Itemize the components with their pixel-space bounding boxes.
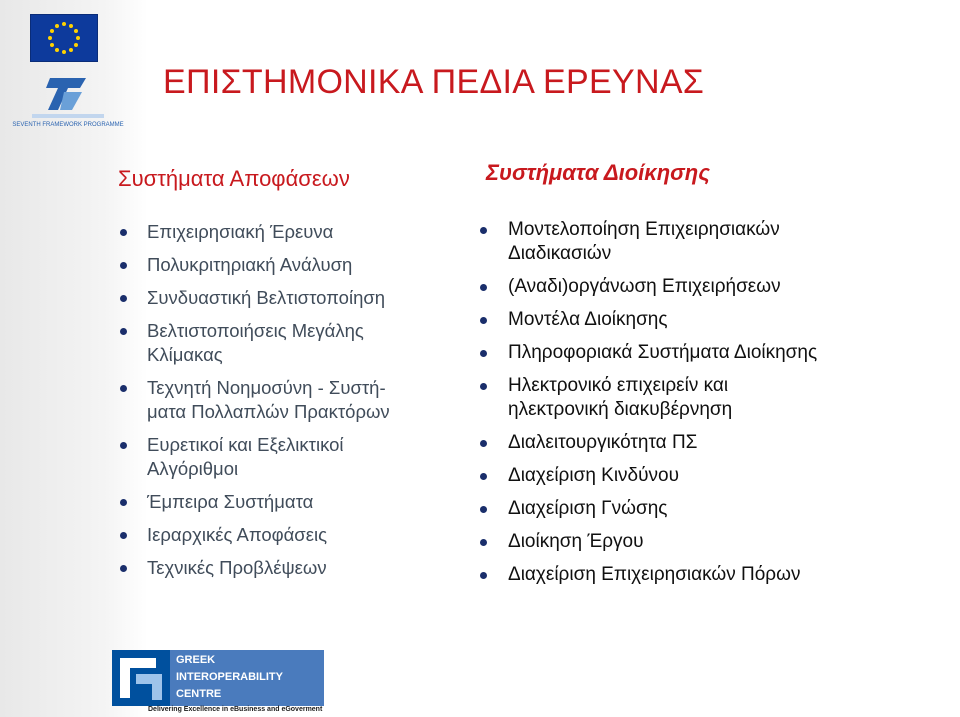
list-item <box>474 431 924 455</box>
list-item <box>118 490 468 514</box>
list-item-text: Τεχνικές Προβλέψεων <box>147 557 327 578</box>
list-item-text: Διαλειτουργικότητα ΠΣ <box>508 432 698 453</box>
list-item-text: Πολυκριτηριακή Ανάλυση <box>147 254 353 275</box>
list-item-text: Τεχνητή Νοημοσύνη - Συστή- <box>147 377 386 398</box>
gic-line: INTEROPERABILITY <box>176 671 283 683</box>
greek-interoperability-centre-logo <box>112 648 324 717</box>
list-item-text: (Αναδι)οργάνωση Επιχειρήσεων <box>508 276 781 297</box>
list-item-text: Ευρετικοί και Εξελικτικοί <box>147 434 344 455</box>
bullet-icon <box>120 565 127 572</box>
eu-flag-logo <box>30 14 98 62</box>
bullet-icon <box>480 539 487 546</box>
list-item-text: Ιεραρχικές Αποφάσεις <box>147 524 327 545</box>
page-title: ΕΠΙΣΤΗΜΟΝΙΚΑ ΠΕΔΙΑ ΕΡΕΥΝΑΣ <box>163 63 705 101</box>
bullet-icon <box>480 227 487 234</box>
gic-mark-icon <box>112 650 170 706</box>
list-item-text: Μοντελοποίηση Επιχειρησιακών <box>508 219 780 240</box>
list-item <box>118 523 468 547</box>
bullet-icon <box>480 572 487 579</box>
list-item-text: Επιχειρησιακή Έρευνα <box>147 221 334 242</box>
bullet-icon <box>480 350 487 357</box>
list-item <box>118 220 468 244</box>
list-item-text: Διαχείριση Κινδύνου <box>508 465 679 486</box>
list-item-text: Έμπειρα Συστήματα <box>147 491 314 512</box>
bullet-icon <box>480 506 487 513</box>
bullet-icon <box>480 473 487 480</box>
decision-systems-list <box>118 220 468 580</box>
list-item-text: Αλγόριθμοι <box>147 458 239 479</box>
bullet-icon <box>120 385 127 392</box>
list-item <box>474 218 924 266</box>
bullet-icon <box>120 328 127 335</box>
bullet-icon <box>120 229 127 236</box>
list-item-text: Διαχείριση Γνώσης <box>508 498 668 519</box>
list-item <box>118 253 468 277</box>
list-item <box>474 275 924 299</box>
list-item-text: Ηλεκτρονικό επιχειρείν και <box>508 375 729 396</box>
list-item <box>474 374 924 422</box>
bullet-icon <box>480 440 487 447</box>
gic-line: GREEK <box>176 654 216 666</box>
bullet-icon <box>480 284 487 291</box>
bullet-icon <box>120 442 127 449</box>
list-item-text: Συνδυαστική Βελτιστοποίηση <box>147 287 386 308</box>
management-systems-heading: Συστήματα Διοίκησης <box>486 160 710 185</box>
list-item <box>474 530 924 554</box>
list-item-text: Διαδικασιών <box>508 243 612 264</box>
list-item <box>474 308 924 332</box>
fp7-caption: SEVENTH FRAMEWORK PROGRAMME <box>12 122 124 128</box>
list-item-text: Διαχείριση Επιχειρησιακών Πόρων <box>508 564 801 585</box>
list-item-text: ηλεκτρονική διακυβέρνηση <box>508 399 733 420</box>
gic-name <box>170 650 324 706</box>
list-item <box>474 464 924 488</box>
list-item-text: Πληροφοριακά Συστήματα Διοίκησης <box>508 342 818 363</box>
list-item <box>474 563 924 587</box>
list-item-text: ματα Πολλαπλών Πρακτόρων <box>147 401 390 422</box>
list-item-text: Βελτιστοποιήσεις Μεγάλης <box>147 320 364 341</box>
bullet-icon <box>480 383 487 390</box>
gic-tagline: Delivering Excellence in eBusiness and eGoverment <box>148 706 323 713</box>
bullet-icon <box>120 532 127 539</box>
list-item <box>118 319 468 367</box>
gic-line: CENTRE <box>176 688 222 700</box>
list-item <box>118 286 468 310</box>
bullet-icon <box>120 499 127 506</box>
list-item <box>474 497 924 521</box>
fp7-logo <box>12 70 124 130</box>
bullet-icon <box>480 317 487 324</box>
list-item <box>118 556 468 580</box>
list-item-text: Κλίμακας <box>147 344 223 365</box>
bullet-icon <box>120 295 127 302</box>
list-item <box>474 341 924 365</box>
list-item <box>118 376 468 424</box>
decision-systems-heading: Συστήματα Αποφάσεων <box>118 166 350 191</box>
bullet-icon <box>120 262 127 269</box>
list-item-text: Μοντέλα Διοίκησης <box>508 309 668 330</box>
list-item <box>118 433 468 481</box>
management-systems-column <box>474 160 924 596</box>
decision-systems-column <box>118 166 468 589</box>
list-item-text: Διοίκηση Έργου <box>508 531 644 552</box>
management-systems-list <box>474 218 924 587</box>
